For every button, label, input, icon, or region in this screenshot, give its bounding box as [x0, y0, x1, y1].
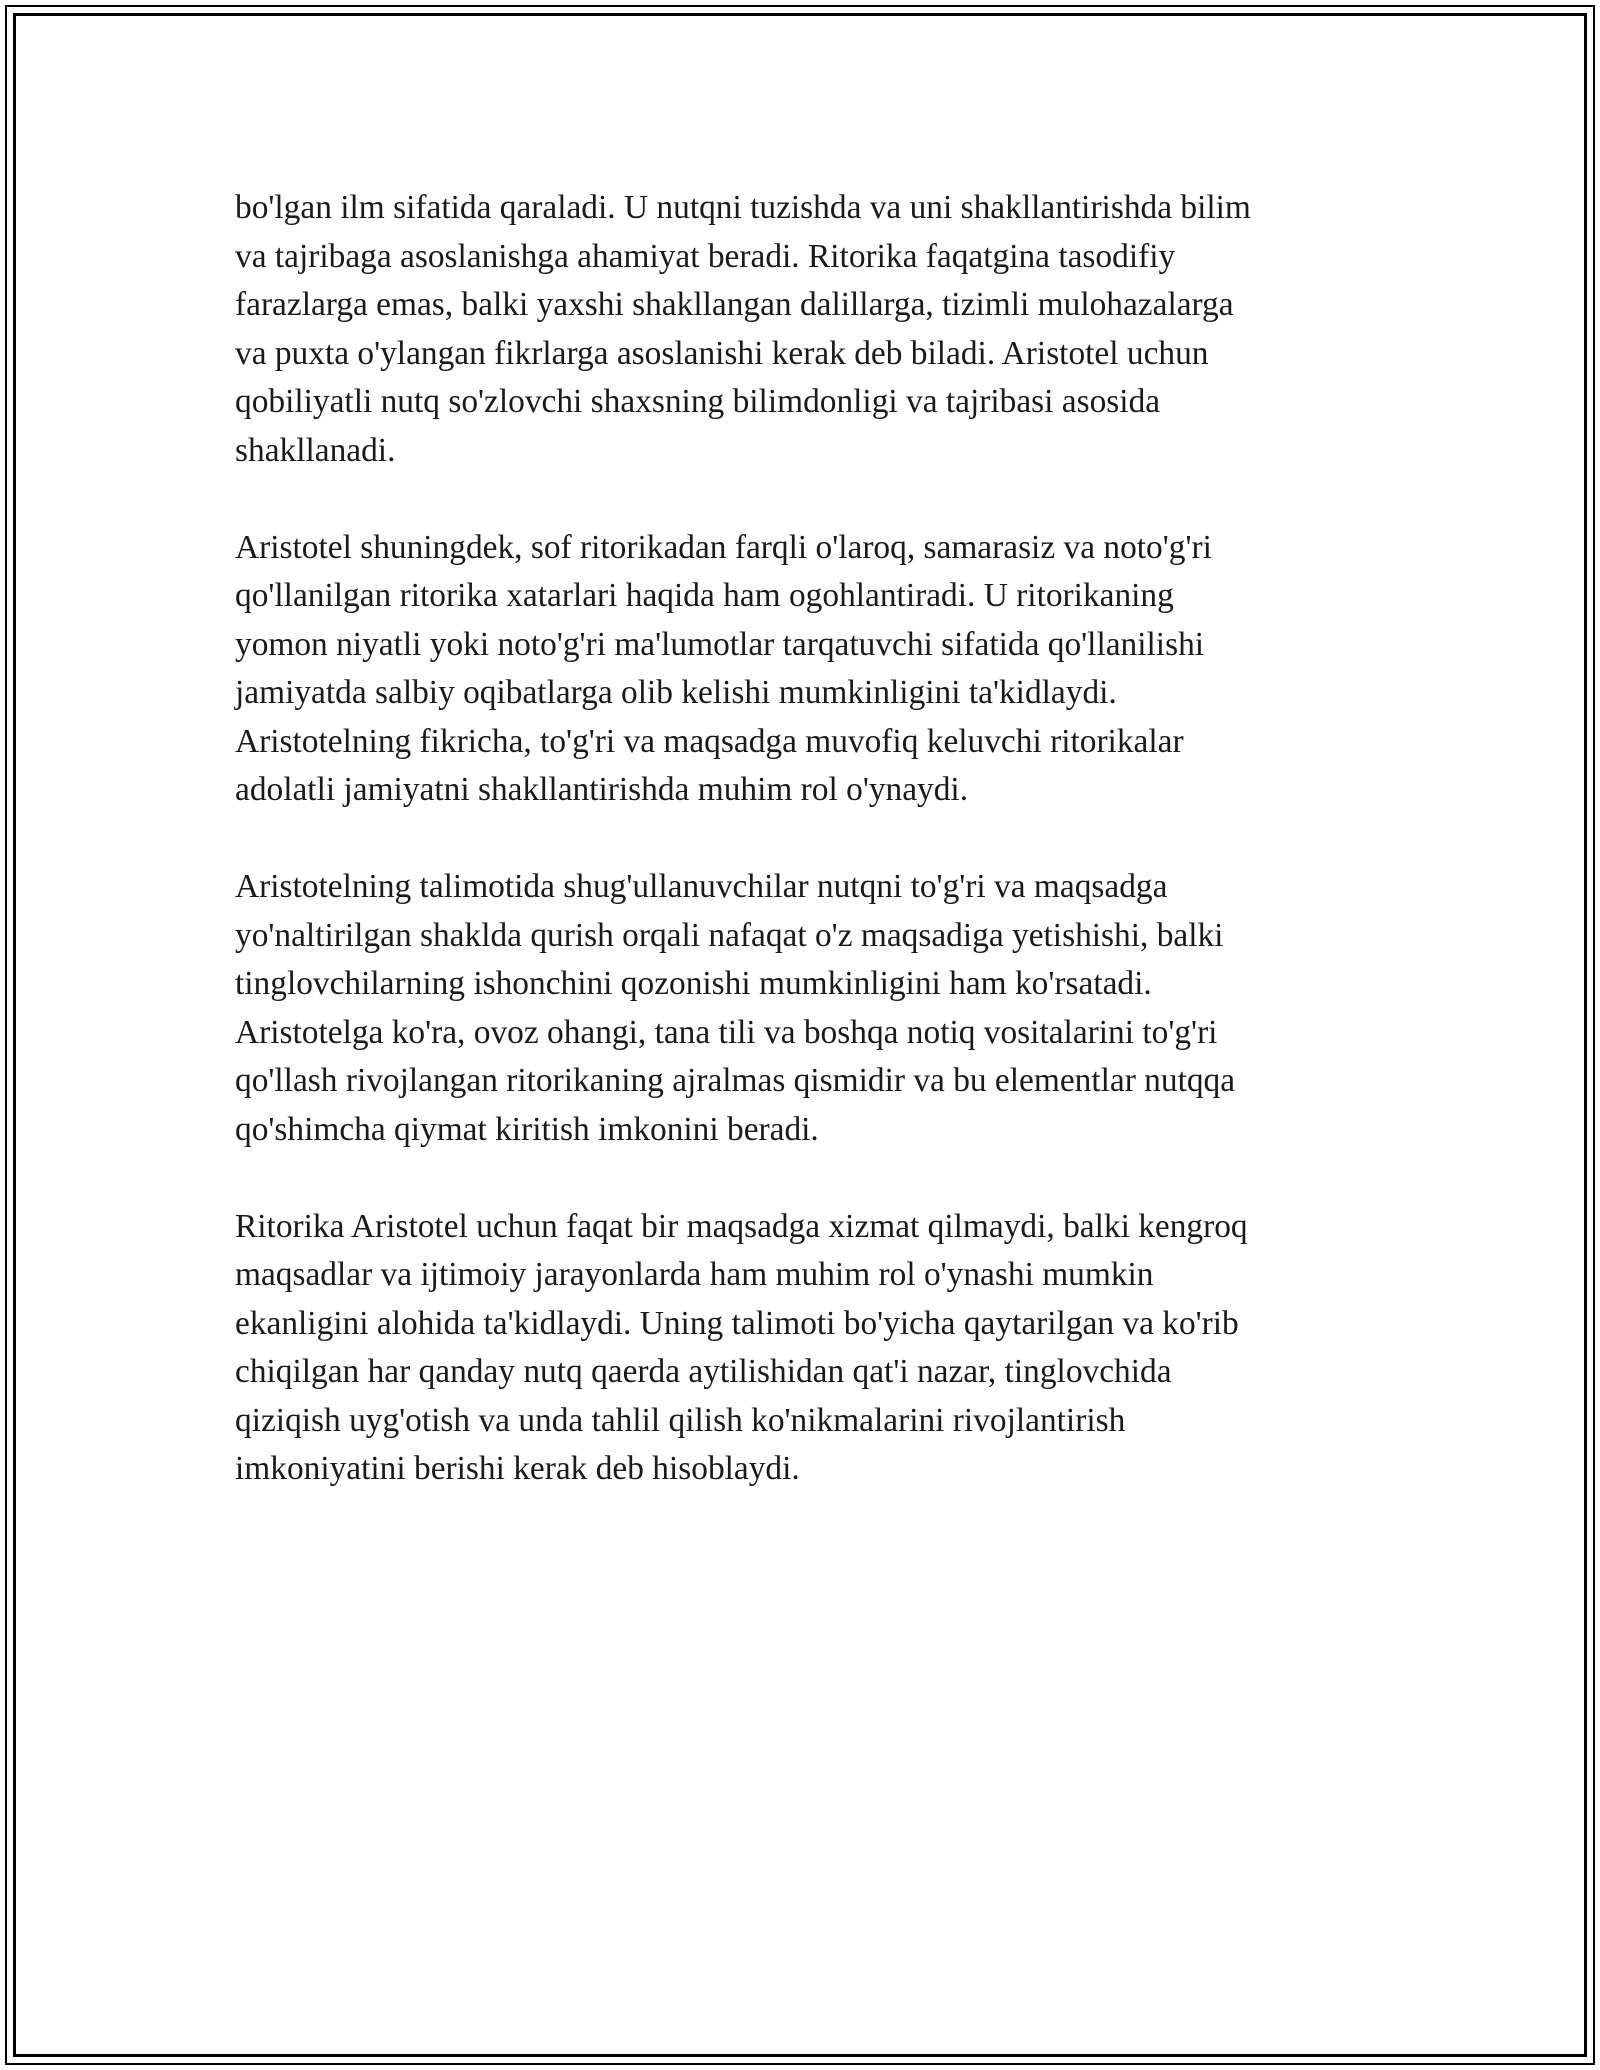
paragraph-3	[235, 863, 1370, 1154]
text-line: va tajribaga asoslanishga ahamiyat beradi. Ritorika faqatgina tasodifiy	[235, 237, 1176, 275]
text-line: Aristotelning fikricha, to'g'ri va maqsadga muvofiq keluvchi ritorikalar	[235, 722, 1184, 760]
text-line: adolatli jamiyatni shakllantirishda muhim rol o'ynaydi.	[235, 771, 969, 808]
text-line: imkoniyatini berishi kerak deb hisoblaydi.	[235, 1450, 800, 1487]
text-line: qo'llash rivojlangan ritorikaning ajralmas qismidir va bu elementlar nutqqa	[235, 1062, 1236, 1099]
text-line: ekanligini alohida ta'kidlaydi. Uning talimoti bo'yicha qaytarilgan va ko'rib	[235, 1304, 1239, 1342]
text-line: Aristotel shuningdek, sof ritorikadan farqli o'laroq, samarasiz va noto'g'ri	[235, 528, 1212, 566]
text-line: chiqilgan har qanday nutq qaerda aytilishidan qat'i nazar, tinglovchida	[235, 1353, 1172, 1390]
paragraph-2	[235, 524, 1370, 815]
document-body	[235, 184, 1370, 1542]
text-line: jamiyatda salbiy oqibatlarga olib kelishi mumkinligini ta'kidlaydi.	[235, 674, 1117, 711]
text-line: va puxta o'ylangan fikrlarga asoslanishi kerak deb biladi. Aristotel uchun	[235, 334, 1209, 372]
paragraph-1	[235, 184, 1370, 475]
text-line: qiziqish uyg'otish va unda tahlil qilish ko'nikmalarini rivojlantirish	[235, 1401, 1126, 1439]
text-line: tinglovchilarning ishonchini qozonishi mumkinligini ham ko'rsatadi.	[235, 965, 1152, 1002]
text-line: Aristotelga ko'ra, ovoz ohangi, tana tili va boshqa notiq vositalarini to'g'ri	[235, 1013, 1218, 1051]
text-line: Ritorika Aristotel uchun faqat bir maqsadga xizmat qilmaydi, balki kengroq	[235, 1207, 1248, 1245]
text-line: qo'shimcha qiymat kiritish imkonini beradi.	[235, 1110, 819, 1148]
text-line: yo'naltirilgan shaklda qurish orqali nafaqat o'z maqsadiga yetishishi, balki	[235, 916, 1224, 954]
text-line: maqsadlar va ijtimoiy jarayonlarda ham muhim rol o'ynashi mumkin	[235, 1256, 1154, 1293]
text-line: Aristotelning talimotida shug'ullanuvchilar nutqni to'g'ri va maqsadga	[235, 868, 1168, 905]
text-line: farazlarga emas, balki yaxshi shakllangan dalillarga, tizimli mulohazalarga	[235, 286, 1234, 323]
paragraph-4	[235, 1203, 1370, 1494]
text-line: yomon niyatli yoki noto'g'ri ma'lumotlar tarqatuvchi sifatida qo'llanilishi	[235, 625, 1205, 663]
text-line: qobiliyatli nutq so'zlovchi shaxsning bilimdonligi va tajribasi asosida	[235, 383, 1161, 420]
text-line: qo'llanilgan ritorika xatarlari haqida ham ogohlantiradi. U ritorikaning	[235, 577, 1174, 614]
text-line: bo'lgan ilm sifatida qaraladi. U nutqni tuzishda va uni shakllantirishda bilim	[235, 189, 1251, 226]
text-line: shakllanadi.	[235, 431, 396, 469]
